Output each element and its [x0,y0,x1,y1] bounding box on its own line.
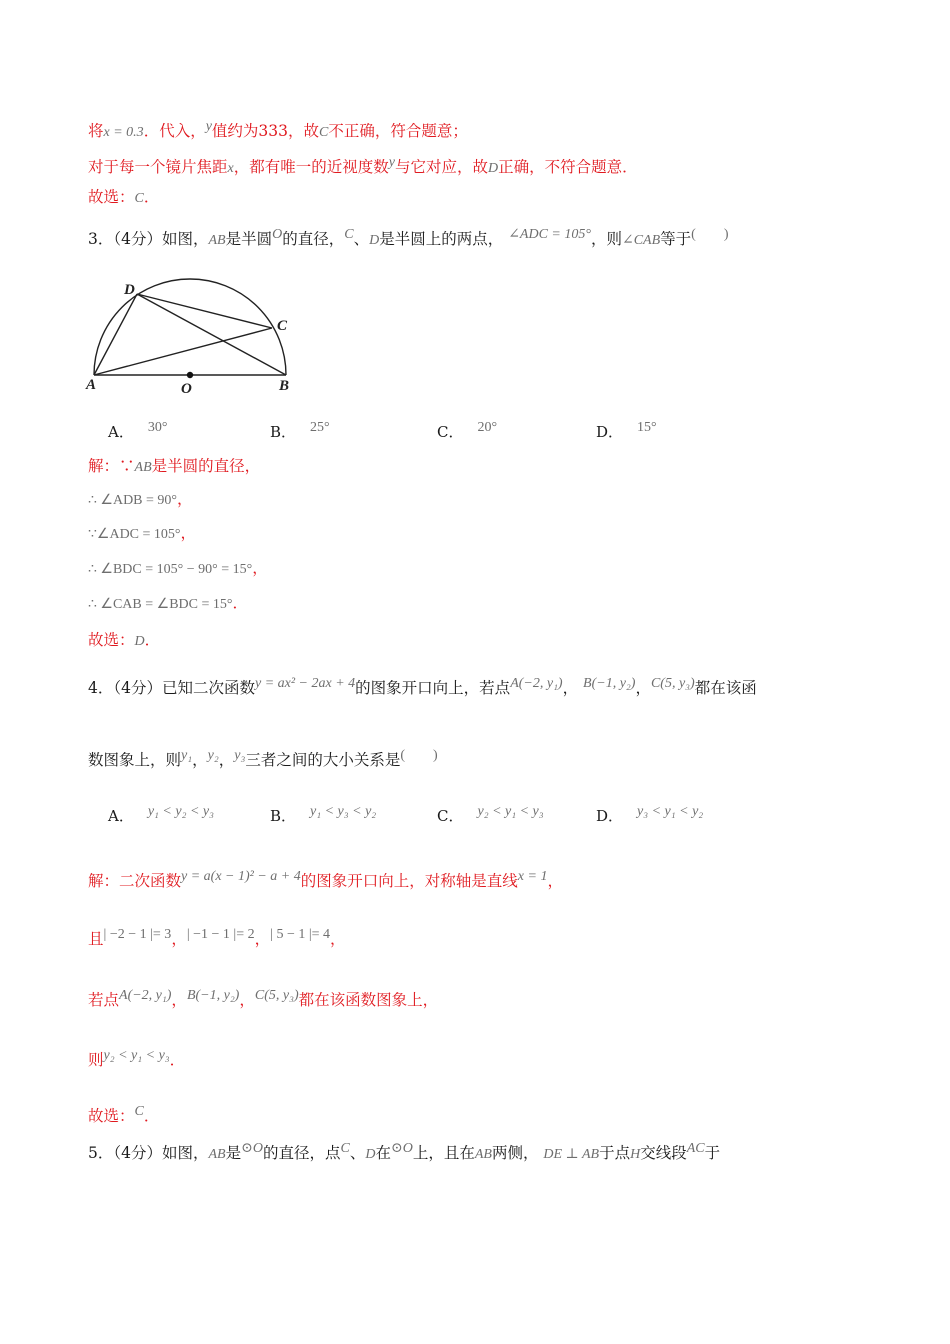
chord-da [94,294,137,375]
solution-line: 对于每一个镜片焦距x，都有唯一的近视度数$^y$与它对应，故D正确，不符合题意． [88,155,638,177]
chord-db [137,294,286,375]
label-b: B [279,378,290,394]
label-d: D [124,282,135,298]
solution-line: ∴ ∠CAB = ∠BDC = 15°． [88,594,248,612]
option-a: A． $^{30^\circ}$ [108,420,168,441]
semicircle-arc [94,279,286,375]
semicircle-figure [80,272,310,400]
label-o: O [181,381,192,397]
center-point [187,372,193,378]
solution-line: 若点$^{A(-2, y_1)}$，$^{B(-1, y_2)}$，$^{C(5, y_3)}$都在该函数图象上， [88,988,439,1010]
option-a: A． $^{y_1 < y_2 < y_3}$ [108,804,214,825]
solution-line: 且$^{| -2 - 1 |= 3}$，$^{| -1 - 1 |= 2}$，$^{| 5 - 1 |= 4}$， [88,927,346,949]
solution-line: 解：∵AB是半圆的直径， [88,457,261,475]
label-a: A [86,377,97,393]
chord-dc [137,294,272,328]
question-5: 5．（4分）如图，AB是$^{⊙O}$的直径，点$^C$、D在$^{⊙O}$上，且在AB两侧， DE ⊥ AB于点H交线段$^{AC}$于 [88,1141,721,1163]
answer-line: 故选：D． [88,631,161,649]
option-c: C． $^{y_2 < y_1 < y_3}$ [437,804,544,825]
option-b: B． $^{25^\circ}$ [270,420,330,441]
option-c: C． $^{20^\circ}$ [437,420,498,441]
question-4-cont: 数图象上，则$^{y_1}$，$^{y_2}$，$^{y_3}$三者之间的大小关系是( ) [88,748,438,770]
solution-line: 则$^{y_2 < y_1 < y_3}$． [88,1048,186,1070]
question-4: 4．（4分）已知二次函数$^{y = ax^2 - 2ax + 4}$的图象开口向上，若点$^{A(-2, y_1)}$， $^{B(-1, y_2)}$，$^{C(5, y_3)}$都在该函 [88,676,757,698]
chord-ac [94,328,272,375]
label-c: C [277,318,288,334]
option-d: D． $^{15^\circ}$ [596,420,657,441]
solution-line: ∴ ∠BDC = 105° − 90° = 15°， [88,559,268,577]
solution-line: ∵∠ADC = 105°， [88,524,197,542]
option-d: D． $^{y_3 < y_1 < y_2}$ [596,804,704,825]
answer-line: 故选：$^C$． [88,1104,160,1126]
solution-line: 解：二次函数$^{y = a(x - 1)^2 - a + 4}$的图象开口向上，对称轴是直线$^{x = 1}$， [88,869,563,891]
question-3: 3．（4分）如图，AB是半圆$^O$的直径，$^C$、D是半圆上的两点， $^{\angle ADC = 105^\circ}$，则∠CAB等于( ) [88,227,729,249]
option-b: B． $^{y_1 < y_3 < y_2}$ [270,804,377,825]
solution-line: ∴ ∠ADB = 90°， [88,490,193,508]
solution-line: 将x = 0.3．代入，$^y$值约为333，故C不正确，符合题意； [88,119,468,141]
answer-line: 故选：C． [88,188,160,206]
